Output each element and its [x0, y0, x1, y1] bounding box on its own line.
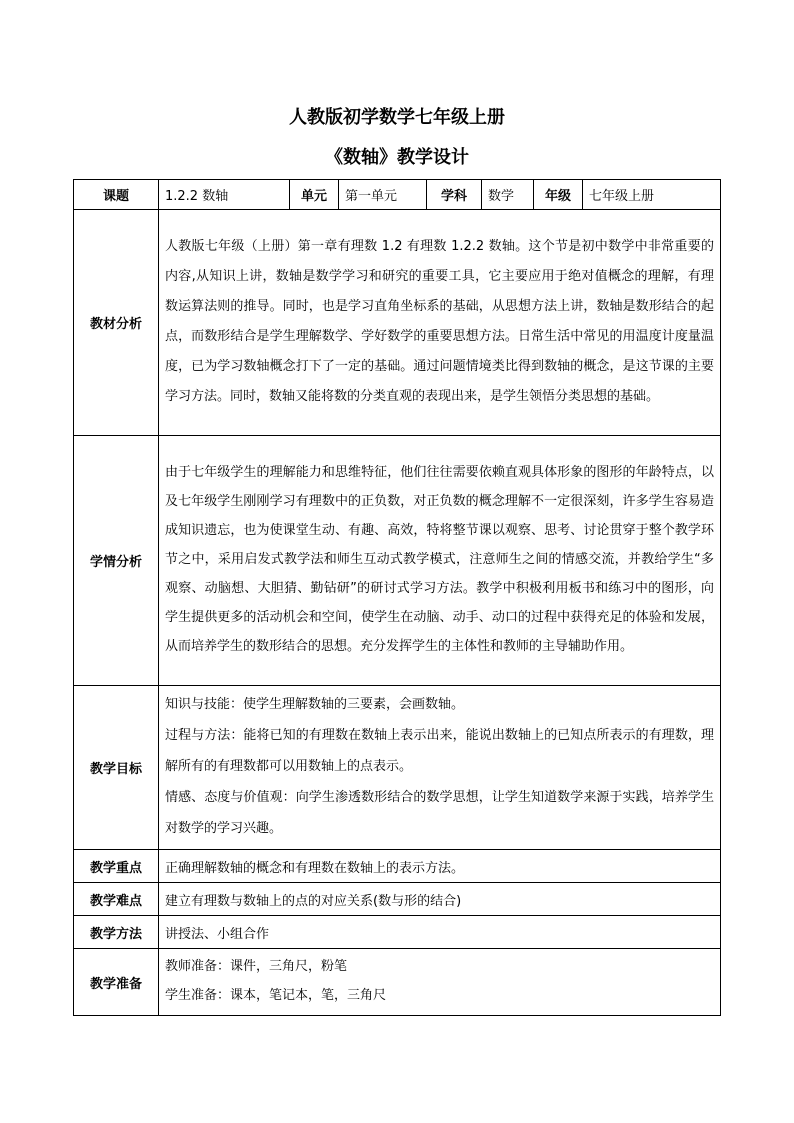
topic-value: 1.2.2 数轴 — [159, 180, 290, 210]
preparation-item: 教师准备：课件，三角尺，粉笔 — [165, 959, 348, 974]
subject-label: 学科 — [427, 180, 482, 210]
key-points-label: 教学重点 — [74, 850, 159, 883]
unit-label: 单元 — [290, 180, 339, 210]
methods-text: 讲授法、小组合作 — [159, 916, 721, 949]
key-points-row — [74, 850, 721, 883]
student-analysis-row — [74, 436, 721, 686]
objective-item: 知识与技能：使学生理解数轴的三要素，会画数轴。 — [165, 697, 465, 712]
methods-row — [74, 916, 721, 949]
preparation-label: 教学准备 — [74, 949, 159, 1016]
material-analysis-row — [74, 210, 721, 436]
student-analysis-label: 学情分析 — [74, 436, 159, 686]
difficulties-text: 建立有理数与数轴上的点的对应关系(数与形的结合) — [159, 883, 721, 916]
topic-label: 课题 — [74, 180, 159, 210]
document-subtitle: 《数轴》教学设计 — [325, 147, 469, 168]
difficulties-row — [74, 883, 721, 916]
grade-value: 七年级上册 — [583, 180, 721, 210]
material-analysis-label: 教材分析 — [74, 210, 159, 436]
objectives-text — [159, 686, 721, 850]
objective-item: 过程与方法：能将已知的有理数在数轴上表示出来，能说出数轴上的已知点所表示的有理数，理解所有的有理数都可以用数轴上的点表示。 — [165, 728, 714, 774]
header-row — [74, 180, 721, 210]
grade-label: 年级 — [534, 180, 583, 210]
preparation-text — [159, 949, 721, 1016]
unit-value: 第一单元 — [339, 180, 427, 210]
objectives-label: 教学目标 — [74, 686, 159, 850]
key-points-text: 正确理解数轴的概念和有理数在数轴上的表示方法。 — [159, 850, 721, 883]
methods-label: 教学方法 — [74, 916, 159, 949]
subject-value: 数学 — [482, 180, 534, 210]
document-title: 人教版初学数学七年级上册 — [289, 107, 505, 128]
material-analysis-text: 人教版七年级（上册）第一章有理数 1.2 有理数 1.2.2 数轴。这个节是初中数学中非常重要的内容,从知识上讲，数轴是数学学习和研究的重要工具，它主要应用于绝对值概念的理解，有理数运算法则的推导。同时，也是学习直角坐标系的基础，从思想方法上讲，数轴是数形结合的起点，而数形结合是学生理解数学、学好数学的重要思想方法。日常生活中常见的用温度计度量温度，已为学习数轴概念打下了一定的基础。通过问题情境类比得到数轴的概念，是这节课的主要学习方法。同时，数轴又能将数的分类直观的表现出来，是学生领悟分类思想的基础。 — [159, 210, 721, 436]
student-analysis-text: 由于七年级学生的理解能力和思维特征，他们往往需要依赖直观具体形象的图形的年龄特点，以及七年级学生刚刚学习有理数中的正负数，对正负数的概念理解不一定很深刻，许多学生容易造成知识遗忘，也为使课堂生动、有趣、高效，特将整节课以观察、思考、讨论贯穿于整个教学环节之中，采用启发式教学法和师生互动式教学模式，注意师生之间的情感交流，并教给学生“多观察、动脑想、大胆猜、勤钻研”的研讨式学习方法。教学中积极利用板书和练习中的图形，向学生提供更多的活动机会和空间，使学生在动脑、动手、动口的过程中获得充足的体验和发展，从而培养学生的数形结合的思想。充分发挥学生的主体性和教师的主导辅助作用。 — [159, 436, 721, 686]
lesson-plan-table — [73, 179, 721, 1016]
preparation-row — [74, 949, 721, 1016]
preparation-item: 学生准备：课本，笔记本，笔，三角尺 — [165, 988, 387, 1003]
objectives-row — [74, 686, 721, 850]
difficulties-label: 教学难点 — [74, 883, 159, 916]
objective-item: 情感、态度与价值观：向学生渗透数形结合的数学思想，让学生知道数学来源于实践，培养学生对数学的学习兴趣。 — [165, 790, 714, 836]
